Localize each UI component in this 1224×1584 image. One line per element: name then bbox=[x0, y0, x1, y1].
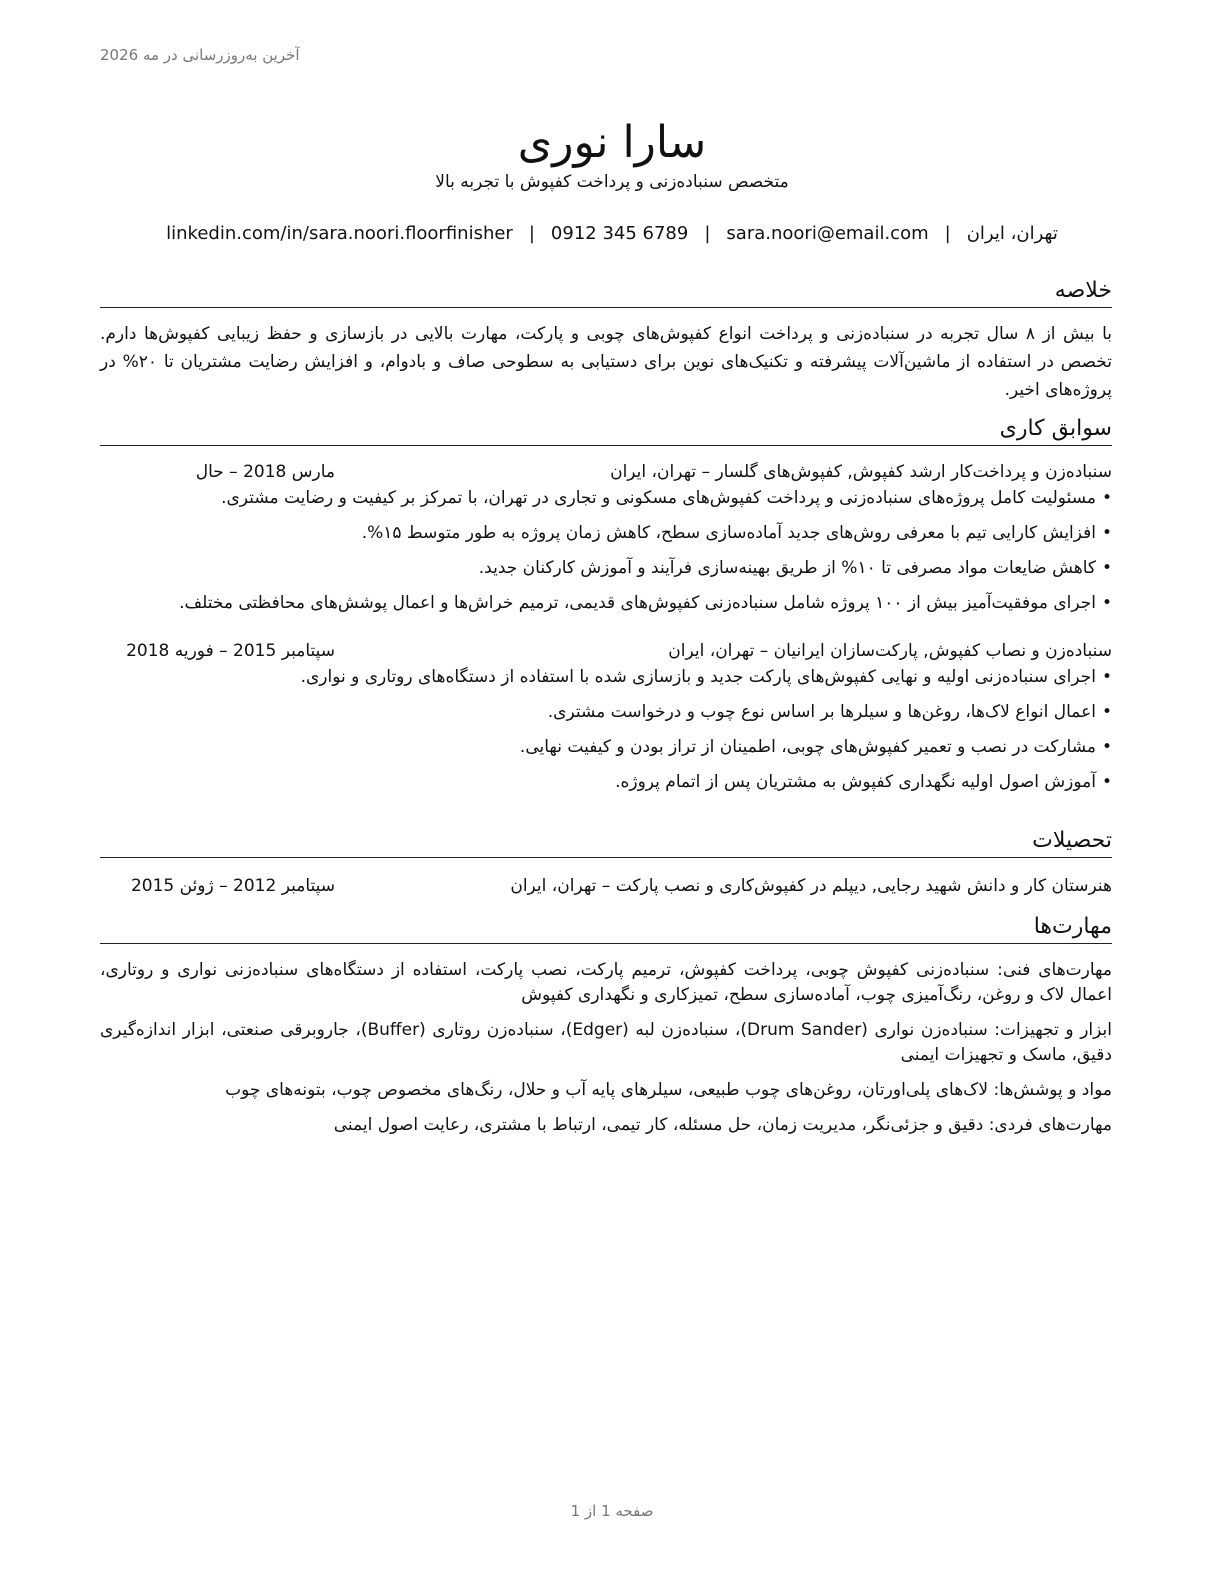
job-entry bbox=[100, 458, 1112, 615]
job-bullet: • کاهش ضایعات مواد مصرفی تا ۱۰% از طریق بهینه‌سازی فرآیند و آموزش کارکنان جدید. bbox=[478, 558, 1112, 578]
job-bullet: • آموزش اصول اولیه نگهداری کفپوش به مشتریان پس از اتمام پروژه. bbox=[615, 772, 1112, 792]
education-header bbox=[100, 872, 1112, 900]
education-dates: سپتامبر 2012 – ژوئن 2015 bbox=[130, 876, 335, 896]
job-bullet: • مشارکت در نصب و تعمیر کفپوش‌های چوبی، اطمینان از تراز بودن و کیفیت نهایی. bbox=[519, 737, 1112, 757]
contact-separator: | bbox=[704, 223, 711, 244]
contact-phone[interactable]: 0912 345 6789 bbox=[550, 223, 689, 244]
section-title-experience: سوابق کاری bbox=[100, 414, 1112, 446]
job-header bbox=[100, 458, 1112, 486]
bullet-dot: • bbox=[1101, 702, 1112, 722]
skill-line: مواد و پوشش‌ها: لاک‌های پلی‌اورتان، روغن‌های چوب طبیعی، سیلرهای پایه آب و حلال، رنگ‌های مخصوص چوب، بتونه‌های چوب bbox=[225, 1080, 1112, 1100]
page-number: صفحه 1 از 1 bbox=[570, 1502, 654, 1520]
bullet-dot: • bbox=[1101, 737, 1112, 757]
education-title: هنرستان کار و دانش شهید رجایی, دیپلم در کفپوش‌کاری و نصب پارکت – تهران، ایران bbox=[510, 876, 1112, 896]
contact-separator: | bbox=[528, 223, 535, 244]
bullet-dot: • bbox=[1101, 558, 1112, 578]
job-bullets bbox=[100, 486, 1112, 615]
contact-location: تهران، ایران bbox=[966, 223, 1058, 244]
bullet-dot: • bbox=[1101, 488, 1112, 508]
contact-linkedin[interactable]: linkedin.com/in/sara.noori.floorfinisher bbox=[166, 223, 513, 244]
bullet-dot: • bbox=[1101, 772, 1112, 792]
section-title-skills: مهارت‌ها bbox=[100, 912, 1112, 944]
last-updated-note: آخرین به‌روزرسانی در مه 2026 bbox=[100, 46, 300, 64]
section-title-summary: خلاصه bbox=[100, 276, 1112, 308]
job-bullet: • اجرای موفقیت‌آمیز بیش از ۱۰۰ پروژه شامل سنباده‌زنی کفپوش‌های قدیمی، ترمیم خراش‌ها و اعمال پوشش‌های محافظتی مختلف. bbox=[179, 593, 1112, 613]
section-title-education: تحصیلات bbox=[100, 826, 1112, 858]
education-section bbox=[100, 826, 1112, 900]
job-dates: سپتامبر 2015 – فوریه 2018 bbox=[126, 641, 335, 661]
skill-line: مهارت‌های فردی: دقیق و جزئی‌نگر، مدیریت زمان، حل مسئله، کار تیمی، ارتباط با مشتری، رعایت اصول ایمنی bbox=[333, 1115, 1112, 1135]
bullet-dot: • bbox=[1101, 593, 1112, 613]
bullet-dot: • bbox=[1101, 667, 1112, 687]
job-bullet: • اعمال انواع لاک‌ها، روغن‌ها و سیلرها بر اساس نوع چوب و درخواست مشتری. bbox=[547, 702, 1112, 722]
bullet-dot: • bbox=[1101, 523, 1112, 543]
contact-line bbox=[0, 223, 1224, 244]
education-entry bbox=[100, 872, 1112, 900]
contact-email[interactable]: sara.noori@email.com bbox=[726, 223, 929, 244]
summary-section bbox=[100, 276, 1112, 404]
job-title: سنباده‌زن و پرداخت‌کار ارشد کفپوش, کفپوش‌های گلسار – تهران، ایران bbox=[610, 462, 1112, 482]
job-bullets bbox=[100, 665, 1112, 794]
skill-line: ابزار و تجهیزات: سنباده‌زن نواری (Drum Sander)، سنباده‌زن لبه (Edger)، سنباده‌زن روتاری (Buffer)، جاروبرقی صنعتی، ابزار اندازه‌گیری دقیق، ماسک و تجهیزات ایمنی bbox=[100, 1020, 1112, 1065]
candidate-name: سارا نوری bbox=[517, 117, 707, 169]
job-bullet: • مسئولیت کامل پروژه‌های سنباده‌زنی و پرداخت کفپوش‌های مسکونی و تجاری در تهران، با تمرکز بر کیفیت و رضایت مشتری. bbox=[221, 488, 1112, 508]
experience-section bbox=[100, 414, 1112, 794]
candidate-headline: متخصص سنباده‌زنی و پرداخت کفپوش با تجربه بالا bbox=[435, 172, 789, 192]
skills-section bbox=[100, 912, 1112, 1138]
job-title: سنباده‌زن و نصاب کفپوش, پارکت‌سازان ایرانیان – تهران، ایران bbox=[668, 641, 1112, 661]
job-header bbox=[100, 637, 1112, 665]
contact-separator: | bbox=[944, 223, 951, 244]
job-entry bbox=[100, 637, 1112, 794]
job-bullet: • اجرای سنباده‌زنی اولیه و نهایی کفپوش‌های پارکت جدید و بازسازی شده با استفاده از دستگاه‌های روتاری و نواری. bbox=[300, 667, 1112, 687]
job-bullet: • افزایش کارایی تیم با معرفی روش‌های جدید آماده‌سازی سطح، کاهش زمان پروژه به طور متوسط ۱۵%. bbox=[361, 523, 1112, 543]
skill-line: مهارت‌های فنی: سنباده‌زنی کفپوش چوبی، پرداخت کفپوش، ترمیم پارکت، نصب پارکت، استفاده از دستگاه‌های سنباده‌زنی نواری و روتاری، اعمال لاک و روغن، رنگ‌آمیزی چوب، آماده‌سازی سطح، تمیزکاری و نگهداری کفپوش bbox=[100, 960, 1112, 1005]
job-dates: مارس 2018 – حال bbox=[195, 462, 335, 482]
summary-text: با بیش از ۸ سال تجربه در سنباده‌زنی و پرداخت انواع کفپوش‌های چوبی و پارکت، مهارت بالایی در بازسازی و حفظ زیبایی کفپوش‌ها دارم. تخصص در استفاده از ماشین‌آلات پیشرفته و تکنیک‌های نوین برای دستیابی به سطوحی صاف و بادوام، و افزایش رضایت مشتریان تا ۲۰% در پروژه‌های اخیر. bbox=[100, 324, 1113, 400]
